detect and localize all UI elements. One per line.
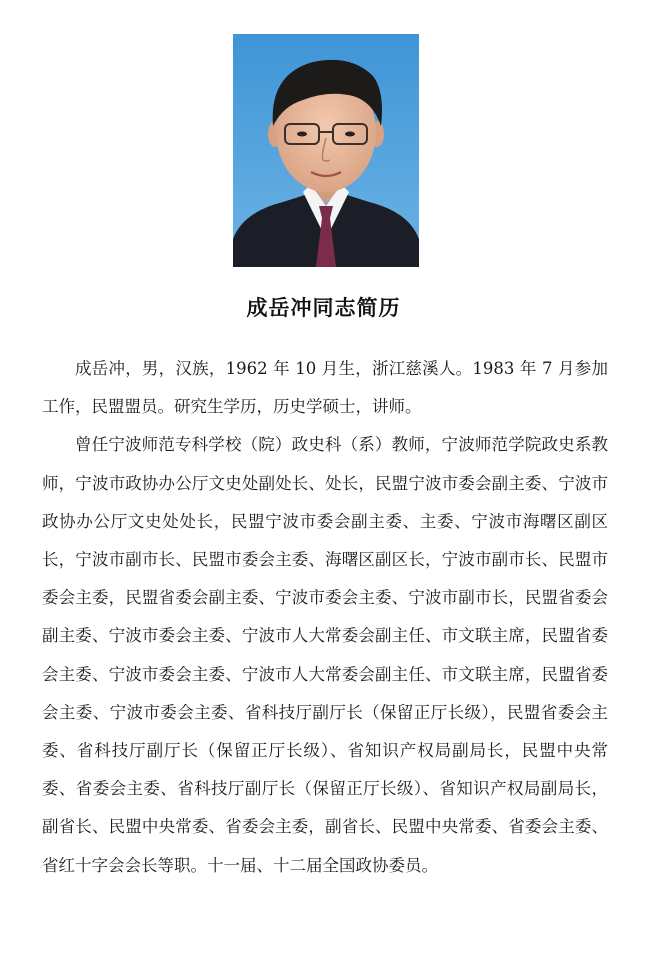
biography-text	[42, 350, 608, 885]
portrait-photo	[233, 34, 419, 267]
biography-paragraph-basic-info: 成岳冲，男，汉族，1962 年 10 月生，浙江慈溪人。1983 年 7 月参加工作，民盟盟员。研究生学历，历史学硕士，讲师。	[42, 359, 608, 417]
page-title: 成岳冲同志简历	[246, 295, 401, 320]
biography-paragraph-career: 曾任宁波师范专科学校（院）政史科（系）教师，宁波师范学院政史系教师，宁波市政协办公厅文史处副处长、处长，民盟宁波市委会副主委、宁波市政协办公厅文史处处长，民盟宁波市委会副主委、主委、宁波市海曙区副区长，宁波市副市长、民盟市委会主委、海曙区副区长，宁波市副市长、民盟市委会主委，民盟省委会副主委、宁波市委会主委、宁波市副市长，民盟省委会副主委、宁波市委会主委、宁波市人大常委会副主任、市文联主席，民盟省委会主委、宁波市委会主委、宁波市人大常委会副主任、市文联主席，民盟省委会主委、宁波市委会主委、省科技厅副厅长（保留正厅长级），民盟省委会主委、省科技厅副厅长（保留正厅长级）、省知识产权局副局长，民盟中央常委、省委会主委、省科技厅副厅长（保留正厅长级）、省知识产权局副局长，副省长、民盟中央常委、省委会主委，副省长、民盟中央常委、省委会主委、省红十字会会长等职。十一届、十二届全国政协委员。	[42, 435, 608, 875]
